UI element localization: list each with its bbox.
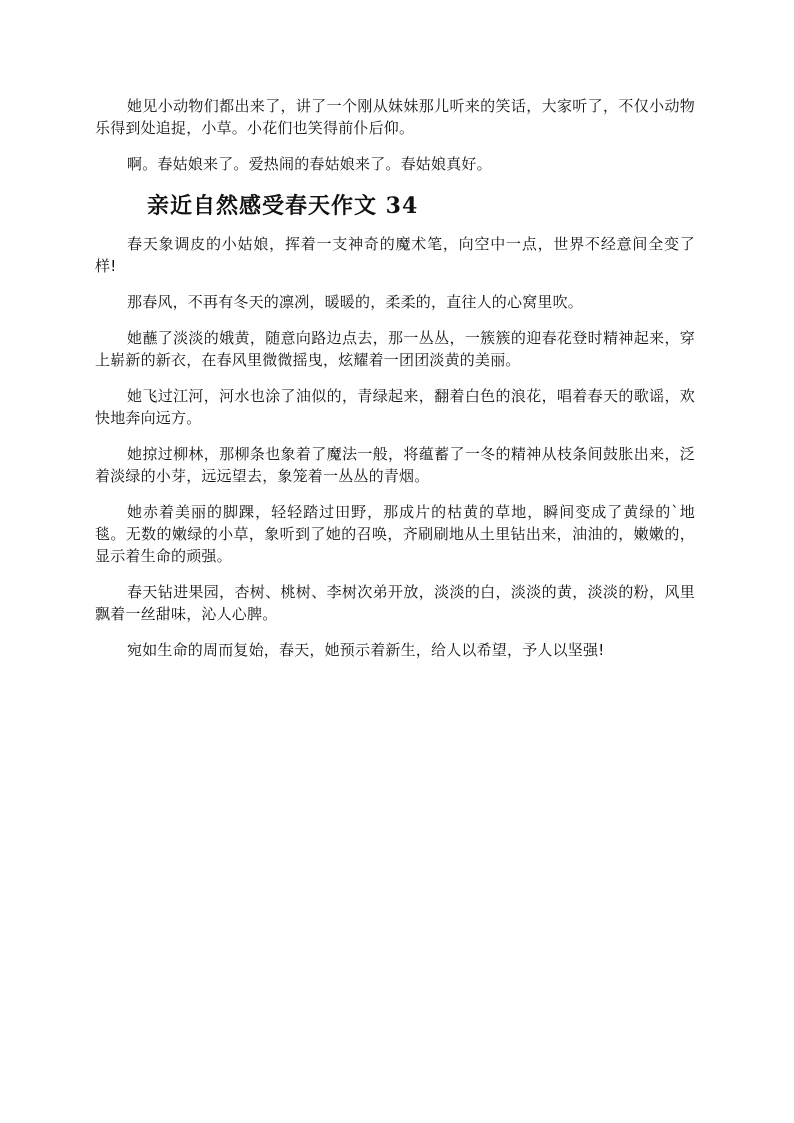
essay-paragraph-8: 宛如生命的周而复始，春天，她预示着新生，给人以希望，予人以坚强! [127, 641, 605, 659]
essay-title: 亲近自然感受春天作文 34 [147, 193, 419, 219]
essay-paragraph-6: 她赤着美丽的脚踝，轻轻踏过田野，那成片的枯黄的草地，瞬间变成了黄绿的`地毯。无数的嫩绿的小草，象听到了她的召唤，齐刷刷地从土里钻出来，油油的，嫩嫩的，显示着生命的顽强。 [95, 503, 695, 565]
essay-paragraph-5: 她掠过柳林，那柳条也象着了魔法一般，将蕴蓄了一冬的精神从枝条间鼓胀出来，泛着淡绿的小芽，远远望去，象笼着一丛丛的青烟。 [95, 445, 695, 485]
essay-paragraph-4: 她飞过江河，河水也涂了油似的，青绿起来，翻着白色的浪花，唱着春天的歌谣，欢快地奔向远方。 [95, 387, 695, 427]
essay-paragraph-2: 那春风，不再有冬天的凛冽，暖暖的，柔柔的，直往人的心窝里吹。 [127, 293, 584, 311]
document-body [95, 95, 695, 675]
essay-paragraph-7: 春天钻进果园，杏树、桃树、李树次弟开放，淡淡的白，淡淡的黄，淡淡的粉，风里飘着一丝甜味，沁人心脾。 [95, 583, 695, 623]
intro-paragraph-1: 她见小动物们都出来了，讲了一个刚从妹妹那儿听来的笑话，大家听了，不仅小动物乐得到处追捉，小草。小花们也笑得前仆后仰。 [95, 97, 695, 137]
essay-paragraph-3: 她蘸了淡淡的娥黄，随意向路边点去，那一丛丛，一簇簇的迎春花登时精神起来，穿上崭新的新衣，在春风里微微摇曳，炫耀着一团团淡黄的美丽。 [95, 329, 695, 369]
intro-paragraph-2: 啊。春姑娘来了。爱热闹的春姑娘来了。春姑娘真好。 [127, 155, 492, 173]
essay-paragraph-1: 春天象调皮的小姑娘，挥着一支神奇的魔术笔，向空中一点，世界不经意间全变了样! [95, 235, 695, 275]
